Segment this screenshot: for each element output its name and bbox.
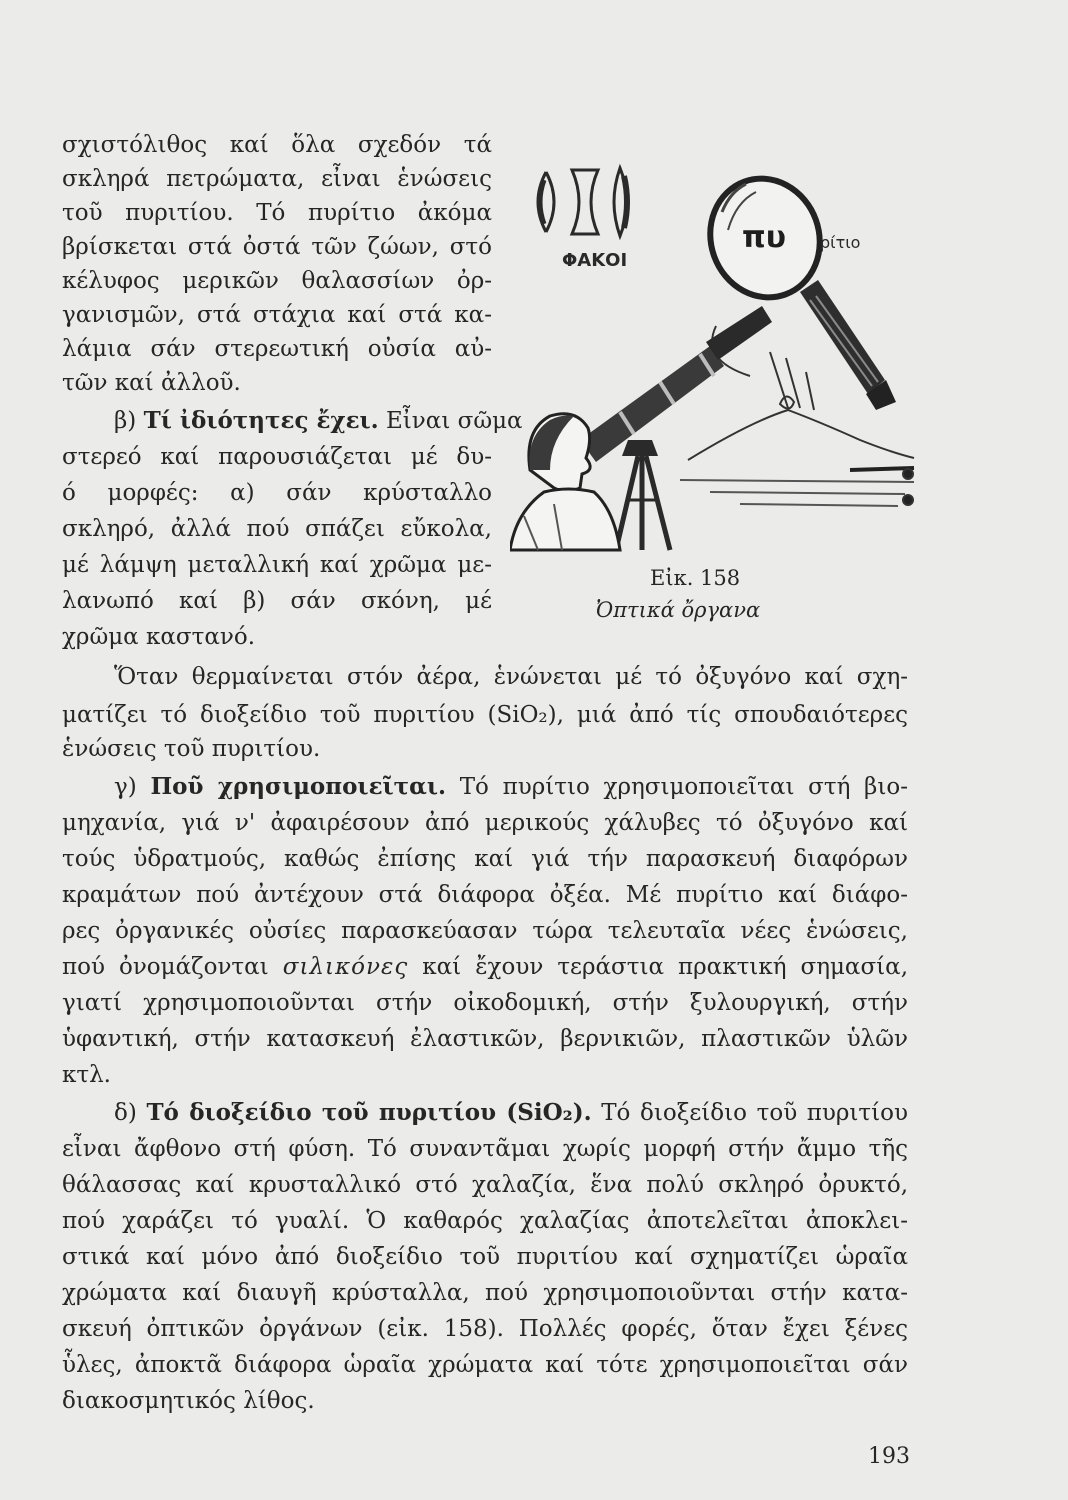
mountain-icon xyxy=(680,396,914,506)
text-line: σκληρό, ἀλλά πού σπάζει εὔκολα, xyxy=(62,516,492,542)
text-line: χρῶμα καστανό. xyxy=(62,624,256,650)
text-line: χρώματα καί διαυγῆ κρύσταλλα, πού χρησιμοποιοῦνται στήν κατα- xyxy=(62,1280,908,1306)
text-line: στικά καί μόνο ἀπό διοξείδιο τοῦ πυριτίου καί σχηματίζει ὡραῖα xyxy=(62,1244,908,1270)
section-c-text: Τό πυρίτιο χρησιμοποιεῖται στή βιο- xyxy=(459,774,908,800)
text-line: ρες ὀργανικές οὐσίες παρασκεύασαν τώρα τελευταῖα νέες ἑνώσεις, xyxy=(62,918,908,944)
section-b-label: β) xyxy=(114,408,137,434)
text-line: ἑνώσεις τοῦ πυριτίου. xyxy=(62,736,321,762)
magnifier-suffix: ρίτιο xyxy=(820,233,861,252)
text-line: μέ λάμψη μεταλλική καί χρῶμα με- xyxy=(62,552,492,578)
section-d-heading-line xyxy=(62,1096,908,1130)
text-line: τούς ὑδρατμούς, καθώς ἐπίσης καί γιά τήν παρασκευή διαφόρων xyxy=(62,846,908,872)
text-line: γανισμῶν, στά στάχια καί στά κα- xyxy=(62,302,492,328)
text-line: εἶναι ἄφθονο στή φύση. Τό συναντᾶμαι χωρίς μορφή στήν ἄμμο τῆς xyxy=(62,1136,908,1162)
section-c-label: γ) xyxy=(114,774,137,800)
text-fragment: πού ὀνομάζονται xyxy=(62,954,269,980)
text-line: γιατί χρησιμοποιοῦνται στήν οἰκοδομική, στήν ξυλουργική, στήν xyxy=(62,990,908,1016)
text-line: σκευή ὀπτικῶν ὀργάνων (εἰκ. 158). Πολλές φορές, ὅταν ἔχει ξένες xyxy=(62,1316,908,1342)
figure-caption: Ὀπτικά ὄργανα xyxy=(596,598,761,622)
figure-number: Εἰκ. 158 xyxy=(650,566,741,590)
silicones-term: σιλικόνες xyxy=(282,954,409,980)
text-line: στερεό καί παρουσιάζεται μέ δυ- xyxy=(62,444,492,470)
section-b-heading: Τί ἰδιότητες ἔχει. xyxy=(143,407,379,434)
lenses-icon xyxy=(538,168,627,236)
optical-instruments-figure xyxy=(510,140,930,560)
text-fragment: καί ἔχουν τεράστια πρακτική σημασία, xyxy=(422,954,909,980)
text-line: ὑφαντική, στήν κατασκευή ἐλαστικῶν, βερνικιῶν, πλαστικῶν ὑλῶν xyxy=(62,1026,908,1052)
text-line: κτλ. xyxy=(62,1062,111,1088)
text-line: πού χαράζει τό γυαλί. Ὁ καθαρός χαλαζίας ἀποτελεῖται ἀποκλει- xyxy=(62,1208,908,1234)
text-line: διακοσμητικός λίθος. xyxy=(62,1388,315,1414)
text-line: τῶν καί ἀλλοῦ. xyxy=(62,370,241,396)
page-number: 193 xyxy=(868,1444,910,1469)
lenses-label: ΦΑΚΟΙ xyxy=(562,250,628,271)
section-d-text: Τό διοξείδιο τοῦ πυριτίου xyxy=(601,1100,908,1126)
text-line: σκληρά πετρώματα, εἶναι ἑνώσεις xyxy=(62,166,492,192)
text-line: Ὅταν θερμαίνεται στόν ἀέρα, ἑνώνεται μέ τό ὀξυγόνο καί σχη- xyxy=(114,664,908,690)
magnifier-text: πυ xyxy=(742,220,786,255)
text-line: θάλασσας καί κρυσταλλικό στό χαλαζία, ἕνα πολύ σκληρό ὀρυκτό, xyxy=(62,1172,908,1198)
silicones-line xyxy=(62,950,908,984)
text-line: λανωπό καί β) σάν σκόνη, μέ xyxy=(62,588,492,614)
text-line: κέλυφος μερικῶν θαλασσίων ὀρ- xyxy=(62,268,492,294)
text-line: σχιστόλιθος καί ὅλα σχεδόν τά xyxy=(62,132,492,158)
section-d-heading: Τό διοξείδιο τοῦ πυριτίου (SiO₂). xyxy=(146,1099,592,1126)
magnifier-icon xyxy=(694,163,896,410)
text-line: μηχανία, γιά ν' ἀφαιρέσουν ἀπό μερικούς χάλυβες τό ὀξυγόνο καί xyxy=(62,810,908,836)
text-line: κραμάτων πού ἀντέχουν στά διάφορα ὀξέα. Μέ πυρίτιο καί διάφο- xyxy=(62,882,908,908)
text-line: ό μορφές: α) σάν κρύσταλλο xyxy=(62,480,492,506)
section-c-heading: Ποῦ χρησιμοποιεῖται. xyxy=(150,773,446,800)
text-line: ματίζει τό διοξείδιο τοῦ πυριτίου (SiO₂), μιά ἀπό τίς σπουδαιότερες xyxy=(62,702,908,728)
text-line: ὗλες, ἀποκτᾶ διάφορα ὡραῖα χρώματα καί τότε χρησιμοποιεῖται σάν xyxy=(62,1352,908,1378)
text-line: λάμια σάν στερεωτική οὐσία αὐ- xyxy=(62,336,492,362)
section-c-heading-line xyxy=(62,770,908,804)
text-line: τοῦ πυριτίου. Τό πυρίτιο ἀκόμα xyxy=(62,200,492,226)
section-b-heading-line xyxy=(62,404,523,438)
section-d-label: δ) xyxy=(114,1100,137,1126)
text-line: βρίσκεται στά ὀστά τῶν ζώων, στό xyxy=(62,234,492,260)
section-b-text: Εἶναι σῶμα xyxy=(386,408,523,434)
